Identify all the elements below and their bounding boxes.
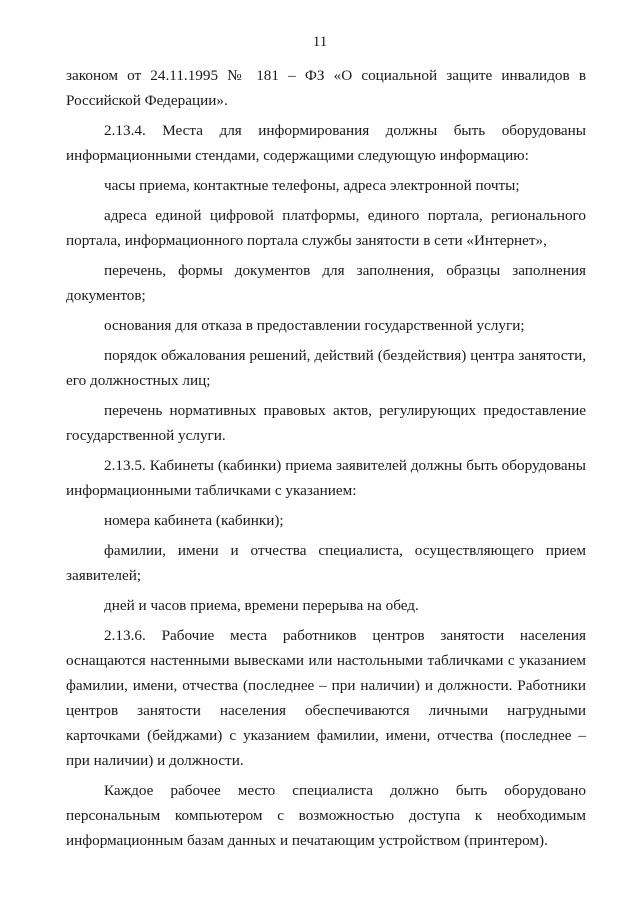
list-item-legal-acts: перечень нормативных правовых актов, регулирующих предоставление государственной услуги. (66, 402, 586, 444)
list-item-appeal-procedure: порядок обжалования решений, действий (бездействия) центра занятости, его должностных лиц; (66, 347, 586, 389)
list-item-hours: часы приема, контактные телефоны, адреса электронной почты; (104, 177, 520, 194)
paragraph-continuation: законом от 24.11.1995 № 181 – ФЗ «О социальной защите инвалидов в Российской Федерации». (66, 67, 586, 109)
list-item-reception-hours: дней и часов приема, времени перерыва на обед. (104, 597, 419, 614)
list-item-specialist-name: фамилии, имени и отчества специалиста, осуществляющего прием заявителей; (66, 542, 586, 584)
list-item-refusal-grounds: основания для отказа в предоставлении государственной услуги; (104, 317, 525, 334)
paragraph-2-13-6: 2.13.6. Рабочие места работников центров занятости населения оснащаются настенными вывесками или настольными табличками с указанием фамилии, имени, отчества (последнее – при наличии) и должности. Работники центров занятости населения обеспечиваются личными нагрудными карточками (бейджами) с указанием фамилии, имени, отчества (последнее – при наличии) и должности. (66, 627, 586, 769)
page-number: 11 (312, 34, 328, 50)
paragraph-2-13-4: 2.13.4. Места для информирования должны быть оборудованы информационными стендами, содержащими следующую информацию: (66, 122, 586, 164)
paragraph-workplace-equipment: Каждое рабочее место специалиста должно быть оборудовано персональным компьютером с возможностью доступа к необходимым информационным базам данных и печатающим устройством (принтером). (66, 782, 586, 849)
paragraph-2-13-5: 2.13.5. Кабинеты (кабинки) приема заявителей должны быть оборудованы информационными табличками с указанием: (66, 457, 586, 499)
list-item-room-number: номера кабинета (кабинки); (104, 512, 284, 529)
list-item-document-forms: перечень, формы документов для заполнения, образцы заполнения документов; (66, 262, 586, 304)
document-body (66, 63, 586, 858)
list-item-portal-addresses: адреса единой цифровой платформы, единого портала, регионального портала, информационного портала службы занятости в сети «Интернет», (66, 207, 586, 249)
